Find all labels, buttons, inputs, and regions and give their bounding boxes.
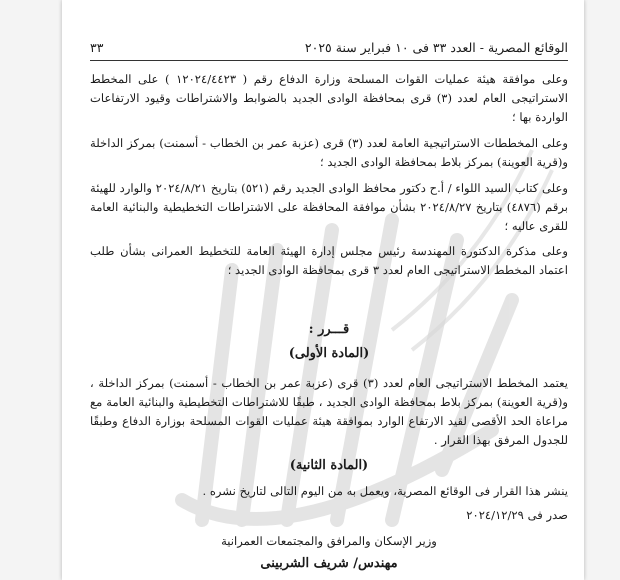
minister-title: وزير الإسكان والمرافق والمجتمعات العمرانية <box>221 534 437 548</box>
page-number: ٣٣ <box>90 39 104 55</box>
minister-name: مهندس/ شريف الشربينى <box>260 556 398 571</box>
page-header <box>90 36 568 58</box>
issue-date: صدر فى ٢٠٢٤/١٢/٢٩ <box>466 508 568 522</box>
header-divider <box>90 60 568 61</box>
article-one-text: يعتمد المخطط الاستراتيجى العام لعدد (٣) قرى (عزبة عمر بن الخطاب - أسمنت) بمركز الداخلة ، و(قرية العوينة) بمركز بلاط بمحافظة الوادى الجديد ، طبقًا للاشتراطات التخطيطية والبنائية العامة مع مراعاة الحد الأقصى لقيد الارتفاع الوارد بموافقة هيئة عمليات القوات المسلحة بوزارة الدفاع وطبقًا للجدول المرفق بهذا القرار . <box>90 376 568 447</box>
header-title: الوقائع المصرية - العدد ٣٣ فى ١٠ فبراير سنة ٢٠٢٥ <box>304 39 568 55</box>
article-one-title: (المادة الأولى) <box>288 346 370 361</box>
paragraph-armed-forces-approval: وعلى موافقة هيئة عمليات القوات المسلحة وزارة الدفاع رقم ( ١٢٠٢٤/٤٤٢٣ ) على المخطط الاستراتيجى العام لعدد (٣) قرى بمحافظة الوادى الجديد بالضوابط والاشتراطات وقيود الارتفاعات الواردة بها ؛ <box>90 72 568 124</box>
decision-heading: قـــرر : <box>308 322 350 337</box>
paragraph-memo: وعلى مذكرة الدكتورة المهندسة رئيس مجلس إدارة الهيئة العامة للتخطيط العمرانى بشأن طلب اعتماد المخطط الاستراتيجى العام لعدد ٣ قرى بمحافظة الوادى الجديد ؛ <box>90 244 568 277</box>
article-two-title: (المادة الثانية) <box>289 458 369 473</box>
article-two-text: ينشر هذا القرار فى الوقائع المصرية، ويعمل به من اليوم التالى لتاريخ نشره . <box>202 484 568 498</box>
paragraph-governor-letter: وعلى كتاب السيد اللواء / أ.ح دكتور محافظ الوادى الجديد رقم (٥٢١) بتاريخ ٢٠٢٤/٨/٢١ والوارد للهيئة برقم (٤٨٧٦) بتاريخ ٢٠٢٤/٨/٢٧ بشأن موافقة المحافظة على الاشتراطات التخطيطية والبنائية العامة للقرى عاليه ؛ <box>90 181 569 233</box>
gazette-page <box>62 0 584 580</box>
page-content <box>90 0 568 580</box>
paragraph-strategic-plans: وعلى المخططات الاستراتيجية العامة لعدد (٣) قرى (عزبة عمر بن الخطاب - أسمنت) بمركز الداخلة و(قرية العوينة) بمركز بلاط بمحافظة الوادى الجديد ؛ <box>90 136 568 169</box>
